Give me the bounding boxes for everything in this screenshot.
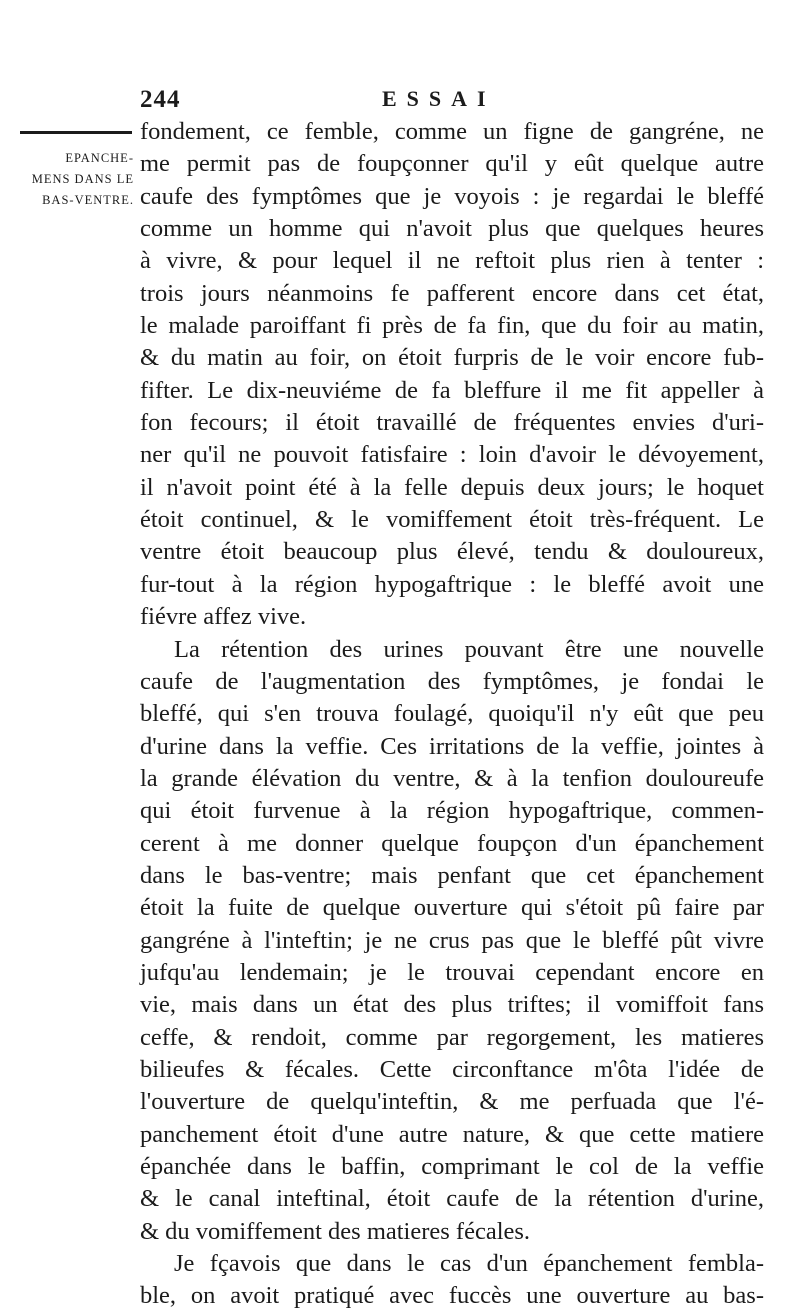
text-line: caufe de l'augmentation des fymptômes, je fondai le [140, 667, 764, 695]
text-line: épanchée dans le baffin, comprimant le col de la veffie [140, 1153, 764, 1180]
text-line: & du vomiffement des matieres fécales. [140, 1217, 531, 1245]
text-line: trois jours néanmoins fe pafferent encore dans cet état, [140, 279, 764, 307]
margin-note-line: EPANCHE- [65, 151, 134, 165]
text-line: & le canal inteftinal, étoit caufe de la rétention d'urine, [140, 1185, 764, 1213]
text-line: jufqu'au lendemain; je le trouvai cependant encore en [140, 958, 764, 986]
text-line: étoit continuel, & le vomiffement étoit très-fréquent. Le [140, 506, 764, 534]
text-line: panchement étoit d'une autre nature, & que cette matiere [140, 1120, 764, 1148]
text-line: fiévre affez vive. [140, 603, 307, 631]
margin-note-line: MENS DANS LE [31, 172, 134, 186]
text-line: ner qu'il ne pouvoit fatisfaire : loin d'avoir le dévoyement, [140, 441, 764, 469]
text-line: bilieufes & fécales. Cette circonftance m'ôta l'idée de [140, 1055, 764, 1083]
text-line: à vivre, & pour lequel il ne reftoit plus rien à tenter : [140, 247, 764, 275]
page-number: 244 [140, 86, 181, 113]
running-title: ESSAI [382, 86, 496, 111]
text-line: gangréne à l'inteftin; je ne crus pas que le bleffé pût vivre [140, 926, 764, 954]
section-rule [20, 131, 132, 134]
text-line: ventre étoit beaucoup plus élevé, tendu & douloureux, [140, 538, 764, 566]
paragraph-start-line: Je fçavois que dans le cas d'un épanchement fembla- [174, 1250, 764, 1278]
text-line: fondement, ce femble, comme un figne de gangréne, ne [140, 118, 764, 145]
text-line: il n'avoit point été à la felle depuis deux jours; le hoquet [140, 473, 764, 501]
text-line: qui étoit furvenue à la région hypogaftrique, commen- [140, 797, 764, 825]
text-line: caufe des fymptômes que je voyois : je regardai le bleffé [140, 182, 764, 210]
body-text [140, 116, 764, 1313]
text-line: étoit la fuite de quelque ouverture qui s'étoit pû faire par [140, 894, 764, 922]
text-line: dans le bas-ventre; mais penfant que cet épanchement [140, 861, 764, 889]
margin-note-line: BAS-VENTRE. [42, 193, 134, 207]
text-line: la grande élévation du ventre, & à la tenfion douloureufe [140, 764, 764, 792]
text-line: l'ouverture de quelqu'inteftin, & me perfuada que l'é- [140, 1088, 764, 1116]
text-line: d'urine dans la veffie. Ces irritations de la veffie, jointes à [140, 732, 764, 760]
paragraph-start-line: La rétention des urines pouvant être une nouvelle [174, 635, 764, 663]
text-line: cerent à me donner quelque foupçon d'un épanchement [140, 829, 764, 857]
text-line: me permit pas de foupçonner qu'il y eût quelque autre [140, 150, 764, 178]
text-line: fon fecours; il étoit travaillé de fréquentes envies d'uri- [140, 409, 764, 437]
text-line: fur-tout à la région hypogaftrique : le bleffé avoit une [140, 570, 764, 598]
text-line: le malade paroiffant fi près de fa fin, que du foir au matin, [140, 312, 764, 340]
text-line: bleffé, qui s'en trouva foulagé, quoiqu'il n'y eût que peu [140, 700, 764, 728]
text-line: comme un homme qui n'avoit plus que quelques heures [140, 215, 764, 243]
text-line: ceffe, & rendoit, comme par regorgement, les matieres [140, 1023, 764, 1051]
margin-note [4, 148, 134, 211]
text-line: fifter. Le dix-neuviéme de fa bleffure il me fit appeller à [140, 376, 764, 404]
text-line: vie, mais dans un état des plus triftes; il vomiffoit fans [140, 991, 764, 1019]
text-line: & du matin au foir, on étoit furpris de le voir encore fub- [140, 344, 764, 372]
text-line: ble, on avoit pratiqué avec fuccès une ouverture au bas- [140, 1282, 764, 1310]
